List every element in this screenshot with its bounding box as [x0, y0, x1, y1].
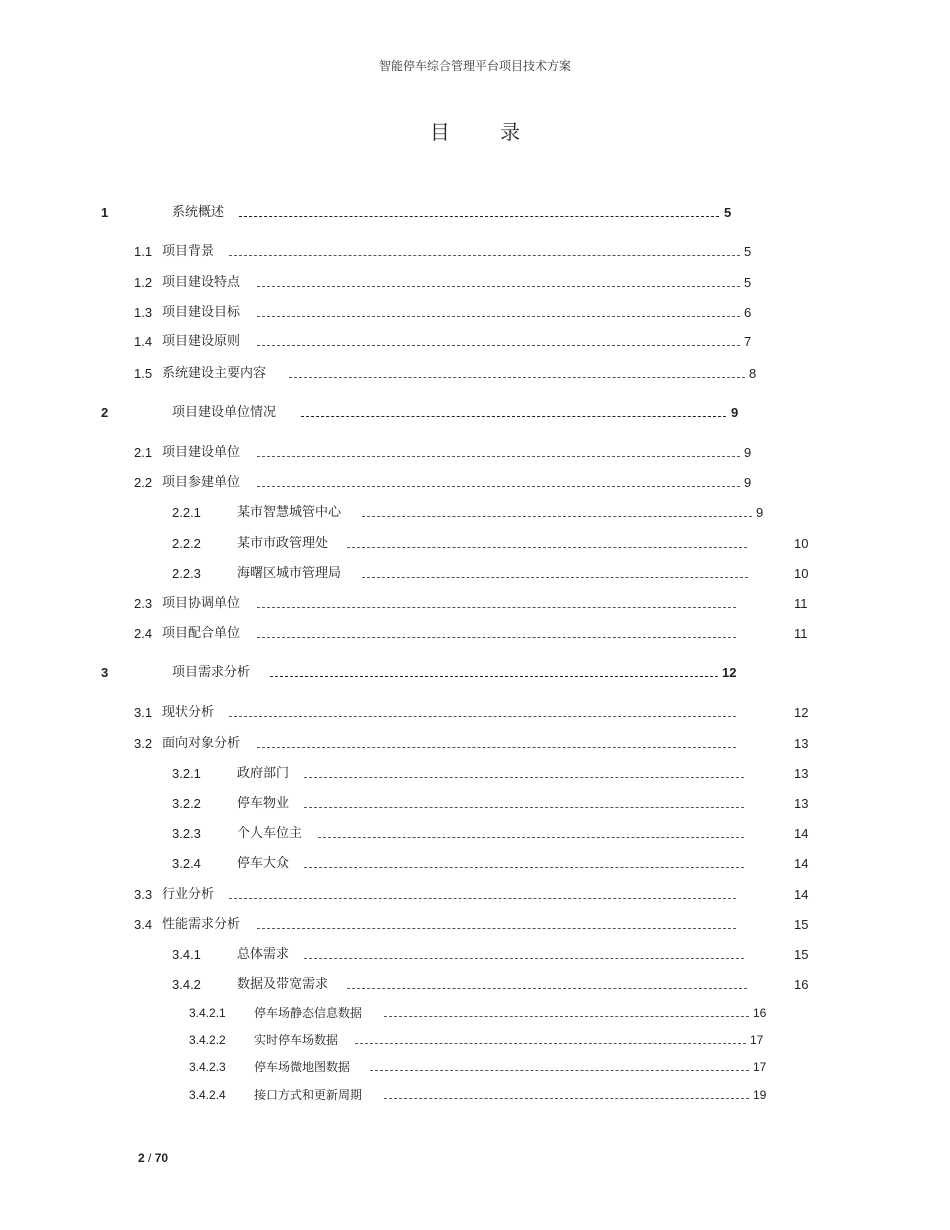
toc-dot-leader	[257, 607, 736, 608]
toc-entry-title: 项目协调单位	[162, 596, 241, 611]
toc-entry-title: 停车物业	[237, 796, 290, 811]
toc-dot-leader	[270, 676, 718, 677]
toc-dot-leader	[239, 216, 719, 217]
toc-entry[interactable]	[0, 594, 950, 614]
toc-entry-page: 16	[794, 977, 809, 992]
toc-dot-leader	[257, 747, 736, 748]
toc-entry-number: 2.2.3	[172, 566, 201, 581]
toc-entry[interactable]	[0, 663, 950, 683]
toc-dot-leader	[304, 867, 744, 868]
toc-dot-leader	[257, 486, 740, 487]
toc-entry-number: 3	[101, 665, 109, 680]
toc-entry[interactable]	[0, 332, 950, 352]
toc-entry-page: 13	[794, 796, 809, 811]
toc-entry-page: 17	[750, 1033, 764, 1047]
toc-entry-title: 项目配合单位	[162, 626, 241, 641]
toc-entry[interactable]	[0, 403, 950, 423]
toc-entry-page: 10	[794, 536, 809, 551]
toc-entry[interactable]	[0, 824, 950, 844]
toc-entry-page: 15	[794, 947, 809, 962]
toc-entry-page: 9	[731, 405, 739, 420]
toc-entry-number: 3.4.2.1	[189, 1006, 226, 1020]
toc-entry-number: 1.3	[134, 305, 153, 320]
toc-entry-page: 13	[794, 766, 809, 781]
toc-entry-title: 现状分析	[162, 705, 215, 720]
toc-dot-leader	[362, 516, 752, 517]
toc-entry-number: 3.4.2.4	[189, 1088, 226, 1102]
toc-entry-page: 15	[794, 917, 809, 932]
toc-entry-title: 实时停车场数据	[254, 1033, 339, 1047]
page-header: 智能停车综合管理平台项目技术方案	[378, 59, 571, 73]
toc-entry-page: 11	[794, 626, 808, 641]
toc-dot-leader	[257, 345, 740, 346]
toc-entry-page: 17	[753, 1060, 767, 1074]
toc-entry-title: 项目背景	[162, 244, 215, 259]
toc-entry-page: 5	[744, 275, 752, 290]
toc-dot-leader	[304, 777, 744, 778]
toc-entry[interactable]	[0, 945, 950, 965]
toc-entry-title: 某市市政管理处	[237, 536, 329, 551]
toc-entry-number: 1.2	[134, 275, 153, 290]
toc-entry-number: 3.2.1	[172, 766, 201, 781]
toc-entry-page: 16	[753, 1006, 767, 1020]
toc-entry-page: 14	[794, 887, 809, 902]
toc-dot-leader	[370, 1070, 749, 1071]
toc-entry-title: 项目需求分析	[172, 665, 251, 680]
toc-entry[interactable]	[0, 303, 950, 323]
toc-dot-leader	[229, 716, 736, 717]
toc-entry[interactable]	[0, 854, 950, 874]
toc-entry-title: 项目参建单位	[162, 475, 241, 490]
toc-entry[interactable]	[0, 364, 950, 384]
toc-entry-title: 停车大众	[237, 856, 290, 871]
toc-entry[interactable]	[0, 473, 950, 493]
toc-dot-leader	[257, 637, 736, 638]
toc-entry-title: 系统概述	[172, 205, 225, 220]
toc-entry-number: 1.4	[134, 334, 153, 349]
toc-entry-title: 系统建设主要内容	[162, 366, 267, 381]
toc-entry-title: 停车场微地图数据	[254, 1060, 351, 1074]
toc-entry-title: 接口方式和更新周期	[254, 1088, 363, 1102]
toc-entry-title: 面向对象分析	[162, 736, 241, 751]
toc-entry-page: 5	[744, 244, 752, 259]
toc-dot-leader	[362, 577, 748, 578]
toc-entry[interactable]	[0, 443, 950, 463]
toc-entry[interactable]	[0, 1030, 950, 1050]
toc-entry[interactable]	[0, 1003, 950, 1023]
toc-entry[interactable]	[0, 503, 950, 523]
toc-dot-leader	[257, 456, 740, 457]
toc-dot-leader	[257, 316, 740, 317]
toc-entry-number: 1.1	[134, 244, 153, 259]
toc-entry[interactable]	[0, 734, 950, 754]
toc-dot-leader	[347, 988, 747, 989]
toc-entry-title: 个人车位主	[237, 826, 303, 841]
toc-entry[interactable]	[0, 764, 950, 784]
toc-entry-page: 9	[756, 505, 764, 520]
toc-entry-number: 1	[101, 205, 109, 220]
toc-entry[interactable]	[0, 203, 950, 223]
toc-entry-page: 5	[724, 205, 732, 220]
toc-entry[interactable]	[0, 1057, 950, 1077]
toc-entry-page: 11	[794, 596, 808, 611]
toc-entry[interactable]	[0, 564, 950, 584]
toc-entry-number: 3.2.4	[172, 856, 201, 871]
toc-entry-title: 数据及带宽需求	[237, 977, 329, 992]
toc-entry[interactable]	[0, 885, 950, 905]
toc-entry-title: 项目建设原则	[162, 334, 241, 349]
toc-dot-leader	[355, 1043, 746, 1044]
toc-entry-number: 3.4.2	[172, 977, 201, 992]
toc-entry-title: 行业分析	[162, 887, 215, 902]
toc-entry[interactable]	[0, 703, 950, 723]
toc-entry-title: 某市智慧城管中心	[237, 505, 342, 520]
toc-entry-title: 海曙区城市管理局	[237, 566, 342, 581]
toc-entry[interactable]	[0, 624, 950, 644]
toc-entry-title: 总体需求	[237, 947, 290, 962]
toc-entry-number: 2.3	[134, 596, 153, 611]
toc-dot-leader	[289, 377, 745, 378]
toc-dot-leader	[304, 807, 744, 808]
toc-entry-page: 14	[794, 856, 809, 871]
toc-entry-number: 2.2	[134, 475, 153, 490]
toc-dot-leader	[301, 416, 726, 417]
page-separator: /	[148, 1151, 152, 1165]
toc-entry-page: 8	[749, 366, 757, 381]
toc-entry-number: 3.1	[134, 705, 153, 720]
toc-entry-page: 19	[753, 1088, 767, 1102]
toc-entry-number: 1.5	[134, 366, 153, 381]
toc-entry-page: 13	[794, 736, 809, 751]
toc-entry[interactable]	[0, 1085, 950, 1105]
toc-dot-leader	[257, 928, 736, 929]
toc-entry-page: 12	[794, 705, 809, 720]
toc-entry-page: 9	[744, 475, 752, 490]
toc-dot-leader	[229, 255, 740, 256]
toc-entry-title: 项目建设单位	[162, 445, 241, 460]
toc-entry[interactable]	[0, 794, 950, 814]
toc-entry-number: 3.2.3	[172, 826, 201, 841]
current-page-number: 2	[138, 1151, 145, 1165]
toc-entry-number: 3.2.2	[172, 796, 201, 811]
toc-entry-title: 项目建设特点	[162, 275, 241, 290]
toc-entry-page: 10	[794, 566, 809, 581]
toc-entry-number: 3.4.1	[172, 947, 201, 962]
toc-entry-number: 3.2	[134, 736, 153, 751]
toc-entry-title: 停车场静态信息数据	[254, 1006, 363, 1020]
page-title: 目 录	[429, 120, 543, 144]
toc-entry-number: 3.4.2.2	[189, 1033, 226, 1047]
toc-entry-page: 14	[794, 826, 809, 841]
toc-entry-title: 项目建设单位情况	[172, 405, 277, 420]
toc-dot-leader	[257, 286, 740, 287]
toc-entry-number: 3.4	[134, 917, 153, 932]
toc-entry[interactable]	[0, 242, 950, 262]
toc-entry-number: 2	[101, 405, 109, 420]
toc-entry-page: 6	[744, 305, 752, 320]
toc-entry-number: 3.3	[134, 887, 153, 902]
toc-entry[interactable]	[0, 975, 950, 995]
total-pages: 70	[154, 1151, 169, 1165]
toc-entry-number: 3.4.2.3	[189, 1060, 226, 1074]
toc-dot-leader	[229, 898, 736, 899]
toc-entry-title: 项目建设目标	[162, 305, 241, 320]
toc-dot-leader	[384, 1016, 749, 1017]
toc-entry-number: 2.1	[134, 445, 153, 460]
toc-entry[interactable]	[0, 534, 950, 554]
toc-entry-number: 2.2.2	[172, 536, 201, 551]
toc-entry[interactable]	[0, 915, 950, 935]
toc-entry-number: 2.4	[134, 626, 153, 641]
toc-entry-page: 7	[744, 334, 752, 349]
toc-entry-page: 9	[744, 445, 752, 460]
toc-entry-title: 性能需求分析	[162, 917, 241, 932]
toc-entry-title: 政府部门	[237, 766, 290, 781]
toc-dot-leader	[318, 837, 744, 838]
toc-dot-leader	[384, 1098, 749, 1099]
toc-entry[interactable]	[0, 273, 950, 293]
toc-entry-page: 12	[722, 665, 737, 680]
page-footer	[138, 1151, 168, 1165]
toc-entry-number: 2.2.1	[172, 505, 201, 520]
toc-dot-leader	[347, 547, 747, 548]
toc-dot-leader	[304, 958, 744, 959]
